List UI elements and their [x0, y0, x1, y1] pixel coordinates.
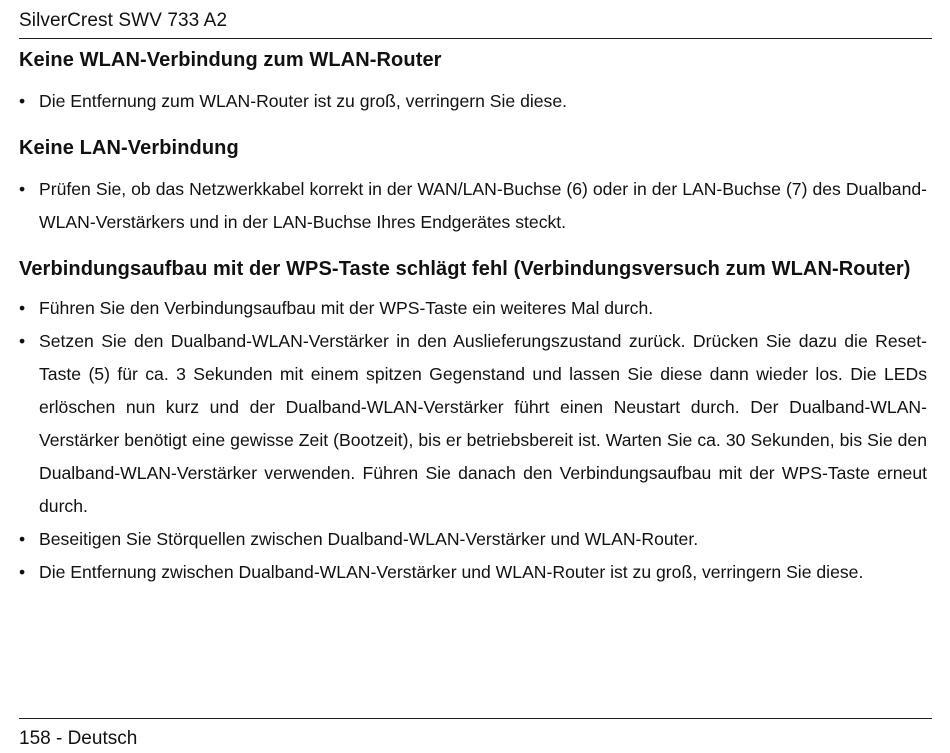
section-title-wps: Verbindungsaufbau mit der WPS-Taste schlägt fehl (Verbindungsversuch zum WLAN-Router) — [19, 258, 911, 280]
section-title-wlan: Keine WLAN-Verbindung zum WLAN-Router — [19, 49, 442, 71]
page-footer — [19, 718, 932, 752]
page-header — [19, 8, 932, 39]
list-item: • Beseitigen Sie Störquellen zwischen Dualband-WLAN-Verstärker und WLAN-Router. — [19, 523, 927, 556]
bullet-list-wps — [19, 292, 927, 589]
list-item: • Die Entfernung zum WLAN-Router ist zu groß, verringern Sie diese. — [19, 85, 927, 118]
list-item: • Die Entfernung zwischen Dualband-WLAN-Verstärker und WLAN-Router ist zu groß, verringern Sie diese. — [19, 556, 927, 589]
bullet-list-wlan — [19, 85, 927, 118]
bullet-list-lan — [19, 173, 927, 239]
section-title-lan: Keine LAN-Verbindung — [19, 137, 239, 159]
list-item: • Führen Sie den Verbindungsaufbau mit der WPS-Taste ein weiteres Mal durch. — [19, 292, 927, 325]
document-page — [19, 0, 932, 753]
list-item: • Setzen Sie den Dualband-WLAN-Verstärker in den Auslieferungszustand zurück. Drücken Sie dazu die Reset-Taste (5) für ca. 3 Sekunden mit einem spitzen Gegenstand und lassen Sie diese dann wieder los. Die LEDs erlöschen nun kurz und der Dualband-WLAN-Verstärker führt einen Neustart durch. Der Dualband-WLAN-Verstärker benötigt eine gewisse Zeit (Bootzeit), bis er betriebsbereit ist. Warten Sie ca. 30 Sekunden, bis Sie den Dualband-WLAN-Verstärker verwenden. Führen Sie danach den Verbindungsaufbau mit der WPS-Taste erneut durch. — [19, 325, 927, 523]
page-number: 158 - Deutsch — [19, 728, 138, 749]
list-item: • Prüfen Sie, ob das Netzwerkkabel korrekt in der WAN/LAN-Buchse (6) oder in der LAN-Buchse (7) des Dualband-WLAN-Verstärkers und in der LAN-Buchse Ihres Endgerätes steckt. — [19, 173, 927, 239]
page-content — [19, 44, 927, 589]
header-title: SilverCrest SWV 733 A2 — [19, 10, 228, 31]
